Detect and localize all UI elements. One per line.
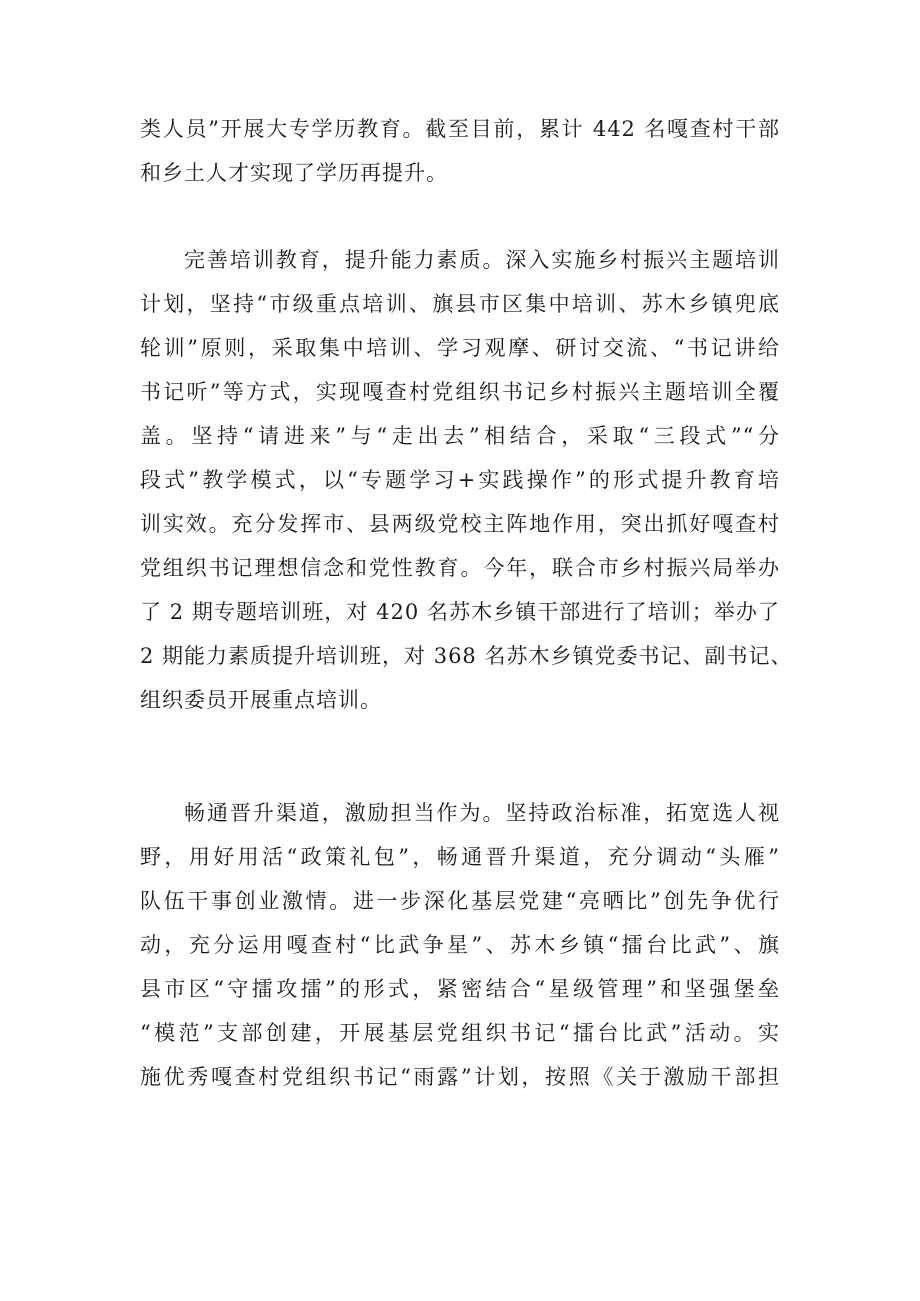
text-line: 畅通晋升渠道，激励担当作为。坚持政治标准，拓宽选人视	[184, 801, 780, 825]
text-line: 党组织书记理想信念和党性教育。今年，联合市乡村振兴局举办	[140, 556, 780, 580]
text-line: 野，用好用活“政策礼包”，畅通晋升渠道，充分调动“头雁”	[140, 845, 780, 869]
text-line: 段式”教学模式，以“专题学习+实践操作”的形式提升教育培	[140, 468, 780, 492]
text-line: 训实效。充分发挥市、县两级党校主阵地作用，突出抓好嘎查村	[140, 512, 780, 536]
paragraph-education-continued	[140, 107, 780, 195]
text-line: 和乡土人才实现了学历再提升。	[140, 161, 448, 185]
paragraph-training-education	[140, 238, 793, 722]
text-line: 完善培训教育，提升能力素质。深入实施乡村振兴主题培训	[184, 248, 780, 272]
text-line: 县市区“守擂攻擂”的形式，紧密结合“星级管理”和坚强堡垒	[140, 977, 780, 1001]
text-line: 计划，坚持“市级重点培训、旗县市区集中培训、苏木乡镇兜底	[140, 292, 780, 316]
text-line: 类人员”开展大专学历教育。截至目前，累计 442 名嘎查村干部	[140, 117, 780, 141]
text-line: 组织委员开展重点培训。	[140, 688, 382, 712]
text-line: 盖。坚持“请进来”与“走出去”相结合，采取“三段式”“分	[140, 424, 780, 448]
text-line: 施优秀嘎查村党组织书记“雨露”计划，按照《关于激励干部担	[140, 1065, 780, 1089]
text-line: 轮训”原则，采取集中培训、学习观摩、研讨交流、“书记讲给	[140, 336, 780, 360]
text-line: 动，充分运用嘎查村“比武争星”、苏木乡镇“擂台比武”、旗	[140, 933, 780, 957]
text-line: “模范”支部创建，开展基层党组织书记“擂台比武”活动。实	[140, 1021, 780, 1045]
text-line: 队伍干事创业激情。进一步深化基层党建“亮晒比”创先争优行	[140, 889, 780, 913]
text-line: 书记听”等方式，实现嘎查村党组织书记乡村振兴主题培训全覆	[140, 380, 780, 404]
paragraph-promotion-channels	[140, 791, 780, 1099]
text-line: 2 期能力素质提升培训班，对 368 名苏木乡镇党委书记、副书记、	[140, 644, 793, 668]
text-line: 了 2 期专题培训班，对 420 名苏木乡镇干部进行了培训；举办了	[140, 600, 780, 624]
